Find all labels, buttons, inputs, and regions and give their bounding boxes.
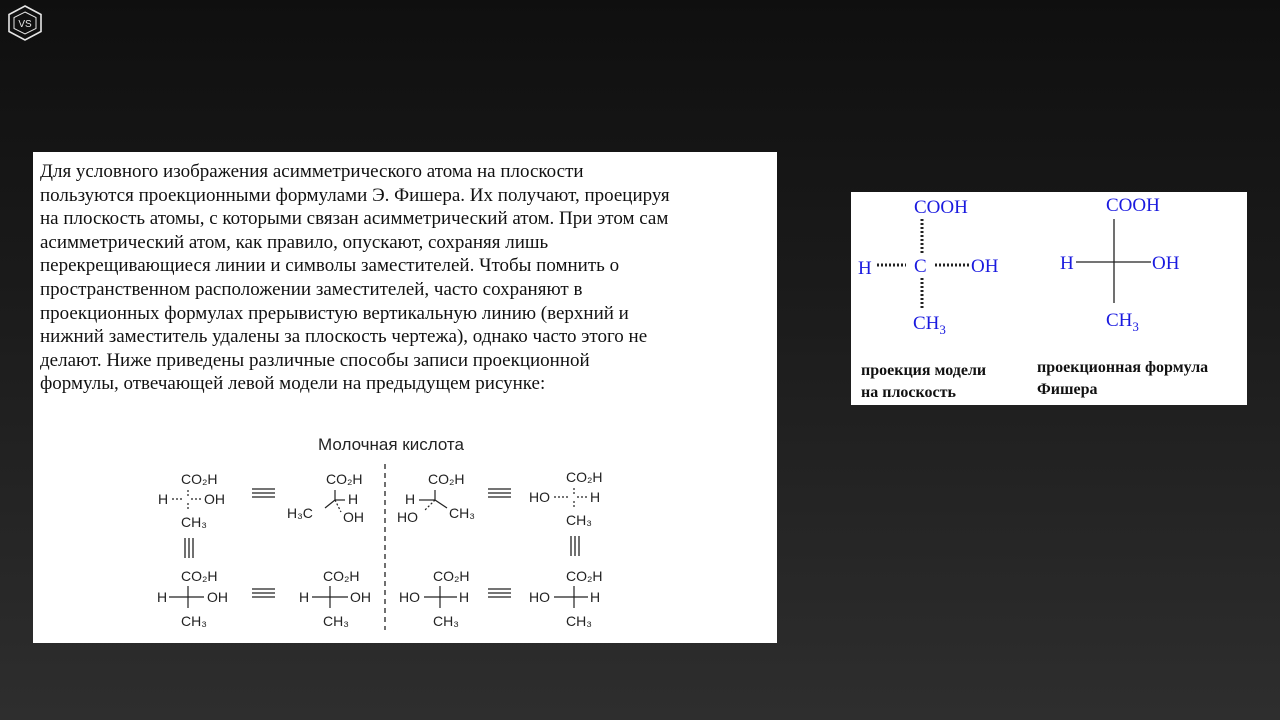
formula-right: H [459,589,470,605]
oh-label: OH [971,256,999,277]
caption-line: Фишера [1037,381,1098,398]
formula-top: CO₂H [323,568,360,584]
model-projection [858,197,999,337]
logo [6,5,44,41]
formula-bottom: CH₃ [181,613,207,629]
h-label: H [1060,253,1074,274]
caption-fischer-formula [1037,357,1208,401]
paragraph-line: делают. Ниже приведены различные способы записи проекционной [40,349,590,371]
formula-top: CO₂H [566,568,603,584]
formula-h: H [405,491,416,507]
vertical-equiv-left [185,538,193,558]
formula-bottom: CH₃ [433,613,459,629]
formula-bottom: CH₃ [566,613,592,629]
lactic-acid-figure [33,152,777,643]
formula-r2-4 [529,568,603,629]
formula-left: HO [529,489,550,505]
paragraph-line: пространственном расположении заместителей, часто сохраняют в [40,278,583,300]
formula-r1-1 [158,471,225,530]
equiv-sign [252,589,275,597]
formula-r2-2 [299,568,371,629]
formula-top: CO₂H [181,568,218,584]
equiv-sign [488,589,511,597]
formula-top: CO₂H [428,471,465,487]
vertical-equiv-right [571,536,579,556]
paragraph-line: формулы, отвечающей левой модели на предыдущем рисунке: [40,373,546,395]
formula-left: H [158,491,169,507]
formula-right: OH [207,589,228,605]
equiv-sign [252,489,275,497]
formula-ch3: CH₃ [449,505,475,521]
logo-text: VS [18,19,32,30]
formula-ho: HO [397,509,418,525]
formula-top: CO₂H [181,471,218,487]
formula-r1-2 [287,471,364,525]
ch3-label: $CH_3$ [1106,310,1139,334]
formula-oh: OH [343,509,364,525]
equiv-sign [488,489,511,497]
paragraph-line: нижний заместитель удалены за плоскость чертежа), однако часто этого не [40,326,648,348]
formula-right: H [590,589,601,605]
ch3-label: $CH_3$ [913,313,946,337]
paragraph-line: перекрещивающиеся линии и символы заместителей. Чтобы помнить о [40,255,620,277]
formula-left: HO [529,589,550,605]
caption-line: на плоскость [861,384,956,401]
paragraph-line: проекционных формулах прерывистую вертикальную линию (верхний и [40,302,629,324]
formula-right: OH [350,589,371,605]
formula-r2-1 [157,568,228,629]
paragraph-line: Для условного изображения асимметрического атома на плоскости [40,161,584,182]
paragraph-line: на плоскость атомы, с которыми связан асимметрический атом. При этом сам [40,208,669,230]
formula-left: HO [399,589,420,605]
formula-h: H [348,491,359,507]
fischer-panel [851,192,1247,405]
h-label: H [858,258,872,279]
formula-top: CO₂H [326,471,363,487]
formula-left: H [299,589,310,605]
caption-line: проекционная формула [1037,359,1209,376]
caption-model-projection [861,360,986,404]
paragraph-line: пользуются проекционными формулами Э. Фишера. Их получают, проецируя [40,184,670,206]
text-panel [33,152,777,643]
formula-r2-3 [399,568,470,629]
cooh-label: COOH [914,197,968,218]
formula-top: CO₂H [433,568,470,584]
c-label: C [914,256,927,277]
formula-bottom: CH₃ [181,514,207,530]
formula-right: H [590,489,601,505]
caption-line: проекция модели [861,362,987,379]
formula-r1-3 [397,471,475,525]
oh-label: OH [1152,253,1180,274]
formula-left: H₃C [287,505,313,521]
fischer-formula [1060,195,1180,334]
formula-bottom: CH₃ [566,512,592,528]
formula-r1-4 [529,469,603,528]
cooh-label: COOH [1106,195,1160,216]
figure-title: Молочная кислота [318,435,464,454]
formula-top: CO₂H [566,469,603,485]
formula-bottom: CH₃ [323,613,349,629]
paragraph-line: асимметрический атом, как правило, опускают, сохраняя лишь [40,231,549,253]
formula-right: OH [204,491,225,507]
formula-left: H [157,589,168,605]
